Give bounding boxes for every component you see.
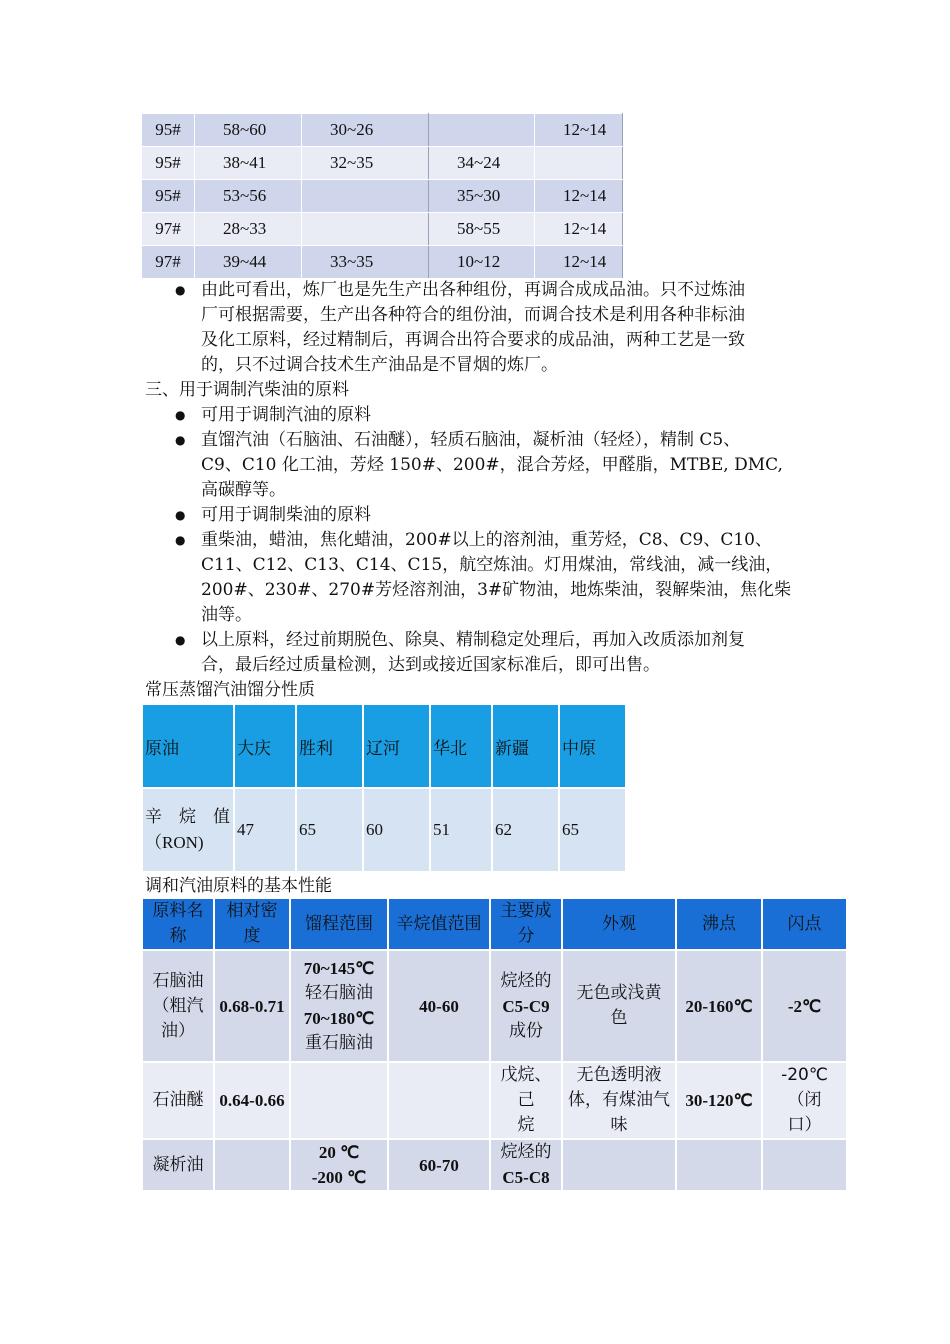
header-cell-distillation: 馏程范围 [291,899,387,949]
table-cell [491,1063,561,1138]
bullet-icon: ● [175,533,186,547]
diesel-heading: 可用于调制柴油的原料 [201,505,371,525]
text-line: 20 ℃ [318,1143,360,1162]
text-line: 戊烷、己 [500,1065,552,1110]
process-paragraph [201,628,745,678]
header-cell: 华北 [431,705,491,787]
text-line: （粗汽 [152,995,204,1016]
text-line: 烷烃的 [500,1142,552,1162]
table-cell [302,213,429,246]
table-cell: 12~14 [535,180,623,213]
blend-material-properties-table [141,897,848,1192]
table-row [143,789,625,871]
table3-caption: 调和汽油原料的基本性能 [145,876,332,896]
table-cell [389,1063,489,1138]
table-cell [291,1140,387,1190]
table-cell: 12~14 [535,213,623,246]
table-row [142,213,623,246]
table-cell: 20-160℃ [677,951,761,1061]
text-line: 味 [610,1115,628,1135]
text-line: 体，有煤油气 [568,1090,670,1110]
text-line: 辛 烷 值 [145,807,230,827]
table-cell [302,180,429,213]
table-cell: 38~41 [195,147,302,180]
header-cell: 胜利 [297,705,362,787]
header-cell: 原油 [143,705,233,787]
table-cell [291,951,387,1061]
bullet-icon: ● [175,633,186,647]
bullet-icon: ● [175,408,186,422]
text-line: 无色或浅黄 [576,983,662,1003]
bullet-icon: ● [175,508,186,522]
text-line: 色 [610,1008,628,1028]
text-line: 烷烃的 [500,970,552,991]
text-line: 分 [517,926,535,946]
table-row [142,180,623,213]
text-line: C5-C9 [502,996,550,1016]
text-line: 相对密 [226,901,278,921]
text-line: 主要成 [500,901,552,921]
text-line: 成份 [509,1020,543,1041]
text-line: 无色透明液 [576,1065,662,1085]
table-cell: 33~35 [302,246,429,279]
table-cell: 30~26 [302,114,429,147]
header-cell: 大庆 [235,705,295,787]
table-row [142,246,623,279]
table-cell [563,951,675,1061]
diesel-materials [201,528,791,628]
table-cell: 58~60 [195,114,302,147]
text-line: 70~145℃ [303,959,375,978]
text-line: 油） [161,1020,195,1041]
text-line: 由此可看出，炼厂也是先生产出各种组份，再调合成成品油。只不过炼油 [201,280,745,300]
table-cell: 65 [297,789,362,871]
text-line: 以上原料，经过前期脱色、除臭、精制稳定处理后，再加入改质添加剂复 [201,630,745,650]
table-cell: 65 [560,789,625,871]
text-line: 厂可根据需要，生产出各种符合的组份油，而调合技术是利用各种非标油 [201,305,745,325]
text-line: 度 [243,926,261,946]
text-line: 重石脑油 [305,1033,373,1053]
table-cell: 石油醚 [143,1063,213,1138]
table-cell [763,1140,846,1190]
gasoline-blend-table [141,113,623,279]
text-line: 高碳醇等。 [201,480,286,500]
table-cell [535,147,623,180]
header-cell-appearance: 外观 [563,899,675,949]
table-cell: 95# [142,147,195,180]
table-cell: 0.64-0.66 [215,1063,289,1138]
table-cell: 97# [142,246,195,279]
text-line: 烷 [517,1115,535,1135]
text-line: 重柴油，蜡油，焦化蜡油，200#以上的溶剂油，重芳烃，C8、C9、C10、 [201,530,772,550]
table-cell [763,1063,846,1138]
table-row [143,951,846,1061]
bullet-icon: ● [175,283,186,297]
section-heading: 三、用于调制汽柴油的原料 [145,380,349,400]
text-line: -200 ℃ [311,1168,367,1187]
header-cell-name [143,899,213,949]
table-cell: 95# [142,114,195,147]
text-line: 石脑油 [152,970,204,991]
text-line: 70~180℃ [303,1009,375,1028]
table-cell: -2℃ [763,951,846,1061]
table-header-row [143,899,846,949]
distillation-properties-table [141,703,627,873]
header-cell-flash: 闪点 [763,899,846,949]
table-cell: 51 [431,789,491,871]
table-cell: 30-120℃ [677,1063,761,1138]
table-cell [491,1140,561,1190]
table-cell: 47 [235,789,295,871]
table-cell: 35~30 [429,180,535,213]
bullet-icon: ● [175,433,186,447]
table-cell [291,1063,387,1138]
table-cell: 53~56 [195,180,302,213]
text-line: 200#、230#、270#芳烃溶剂油，3#矿物油，地炼柴油，裂解柴油，焦化柴 [201,580,792,600]
text-line: 原料名 [152,901,204,921]
table-cell: 12~14 [535,246,623,279]
table-cell [143,951,213,1061]
header-cell-density [215,899,289,949]
header-cell: 新疆 [493,705,558,787]
table-cell: 10~12 [429,246,535,279]
row-label [143,789,233,871]
table-cell: 97# [142,213,195,246]
table-cell [563,1140,675,1190]
gasoline-heading: 可用于调制汽油的原料 [201,405,371,425]
table-cell: 34~24 [429,147,535,180]
text-line: 的，只不过调合技术生产油品是不冒烟的炼厂。 [201,355,558,375]
table-cell: 凝析油 [143,1140,213,1190]
table-row [142,114,623,147]
header-cell: 辽河 [364,705,429,787]
gasoline-materials [201,428,783,503]
table-cell [677,1140,761,1190]
text-line: C11、C12、C13、C14、C15，航空炼油。灯用煤油，常线油，减一线油， [201,555,783,575]
table-cell [429,114,535,147]
text-line: （RON) [145,833,204,852]
table-header-row [143,705,625,787]
table-cell [563,1063,675,1138]
header-cell-composition [491,899,561,949]
table-cell: 39~44 [195,246,302,279]
text-line: -20℃（闭 [781,1065,828,1110]
table-cell: 40-60 [389,951,489,1061]
text-line: 合，最后经过质量检测，达到或接近国家标准后，即可出售。 [201,655,660,675]
table-cell: 32~35 [302,147,429,180]
header-cell-octane: 辛烷值范围 [389,899,489,949]
header-cell-boiling: 沸点 [677,899,761,949]
text-line: 油等。 [201,605,252,625]
conclusion-paragraph [201,278,745,378]
text-line: 称 [169,926,187,946]
table-cell [491,951,561,1061]
table-cell [215,1140,289,1190]
text-line: 及化工原料，经过精制后，再调合出符合要求的成品油，两种工艺是一致 [201,330,745,350]
table-row [143,1063,846,1138]
table-cell: 12~14 [535,114,623,147]
table-cell: 58~55 [429,213,535,246]
table-cell: 60-70 [389,1140,489,1190]
text-line: 口） [787,1115,822,1135]
header-cell: 中原 [560,705,625,787]
table-cell: 95# [142,180,195,213]
table-cell: 28~33 [195,213,302,246]
table-cell: 60 [364,789,429,871]
text-line: 轻石脑油 [305,983,373,1003]
table-cell: 0.68-0.71 [215,951,289,1061]
text-line: C5-C8 [502,1168,550,1187]
text-line: C9、C10 化工油，芳烃 150#、200#，混合芳烃，甲醛脂，MTBE, DMC, [201,455,783,475]
table2-caption: 常压蒸馏汽油馏分性质 [145,680,315,700]
text-line: 直馏汽油（石脑油、石油醚），轻质石脑油，凝析油（轻烃），精制 C5、 [201,430,741,450]
table-row [143,1140,846,1190]
table-row [142,147,623,180]
table-cell: 62 [493,789,558,871]
